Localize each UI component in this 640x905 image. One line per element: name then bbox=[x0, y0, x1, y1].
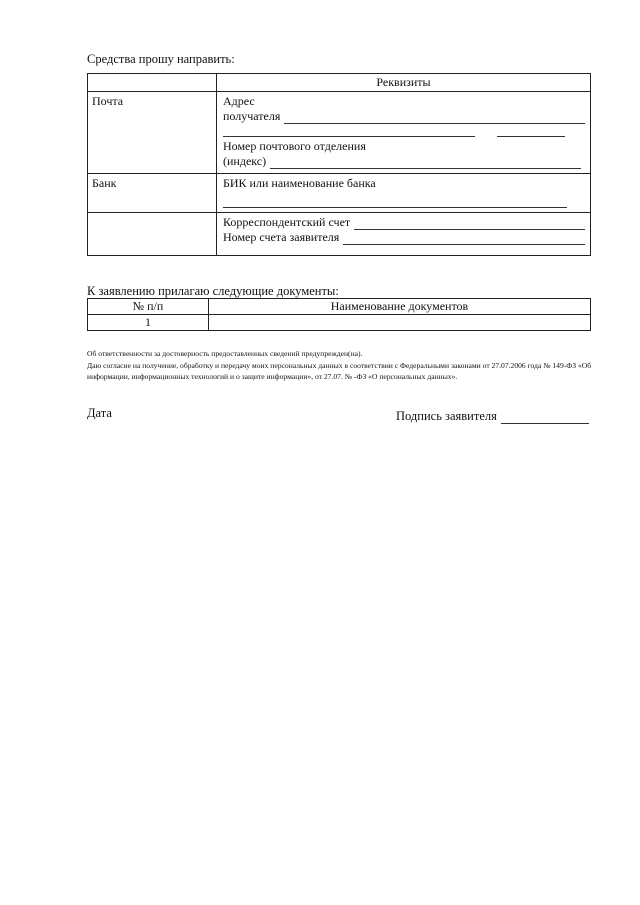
consent-note: Даю согласие на получение, обработку и передачу моих персональных данных в соответствии с Федеральными законами от 27.07.2006 года № 149-ФЗ «Об информации, информационных технологий и о защите информации», от 27.07. № -ФЗ «О персональных данных». bbox=[87, 360, 592, 381]
post-row bbox=[88, 92, 591, 174]
post-index-field[interactable] bbox=[223, 154, 585, 169]
documents-col-name: Наименование документов bbox=[209, 299, 591, 315]
signature-label: Подпись заявителя bbox=[396, 409, 497, 423]
section-title-documents: К заявлению прилагаю следующие документы: bbox=[87, 284, 339, 298]
requisites-table bbox=[87, 73, 591, 256]
signature-field[interactable] bbox=[396, 409, 589, 424]
section-title-send-funds: Средства прошу направить: bbox=[87, 52, 235, 66]
signature-line[interactable] bbox=[501, 411, 589, 424]
bank-label: Банк bbox=[88, 174, 217, 213]
bank-fields bbox=[217, 174, 591, 213]
bank-row bbox=[88, 174, 591, 213]
responsibility-note: Об ответственности за достоверность предоставленных сведений предупрежден(на). bbox=[87, 349, 363, 358]
account-number-label: Номер счета заявителя bbox=[223, 230, 340, 244]
recipient-label: получателя bbox=[223, 109, 281, 123]
bik-label-line bbox=[223, 176, 585, 191]
corr-account-field[interactable] bbox=[223, 215, 585, 230]
recipient-address-line[interactable] bbox=[284, 112, 585, 124]
bik-label: БИК или наименование банка bbox=[223, 176, 376, 190]
bank-account-row bbox=[88, 213, 591, 256]
bank-account-fields bbox=[217, 213, 591, 256]
recipient-address-field[interactable] bbox=[223, 109, 585, 124]
document-name[interactable] bbox=[209, 315, 591, 331]
address-continuation-line[interactable] bbox=[223, 124, 585, 137]
address-label: Адрес bbox=[223, 94, 255, 108]
post-office-label: Номер почтового отделения bbox=[223, 139, 366, 153]
post-index-line[interactable] bbox=[270, 157, 581, 169]
address-line-segment-2 bbox=[497, 124, 565, 137]
address-line-segment-1 bbox=[223, 124, 475, 137]
documents-col-number: № п/п bbox=[88, 299, 209, 315]
date-label: Дата bbox=[87, 406, 112, 420]
bank-account-empty-cell bbox=[88, 213, 217, 256]
bik-input-line[interactable] bbox=[223, 191, 567, 208]
account-number-field[interactable] bbox=[223, 230, 585, 245]
post-office-label-line bbox=[223, 137, 585, 154]
post-fields bbox=[217, 92, 591, 174]
account-number-line[interactable] bbox=[343, 233, 585, 245]
post-label: Почта bbox=[88, 92, 217, 174]
requisites-header-empty bbox=[88, 74, 217, 92]
legal-notes bbox=[87, 348, 597, 383]
requisites-header-row bbox=[88, 74, 591, 92]
document-number: 1 bbox=[88, 315, 209, 331]
table-row[interactable] bbox=[88, 315, 591, 331]
corr-account-label: Корреспондентский счет bbox=[223, 215, 351, 229]
corr-account-line[interactable] bbox=[354, 218, 585, 230]
index-label: (индекс) bbox=[223, 154, 267, 168]
documents-table bbox=[87, 298, 591, 331]
requisites-header: Реквизиты bbox=[217, 74, 591, 92]
documents-header-row bbox=[88, 299, 591, 315]
address-label-line bbox=[223, 94, 585, 109]
